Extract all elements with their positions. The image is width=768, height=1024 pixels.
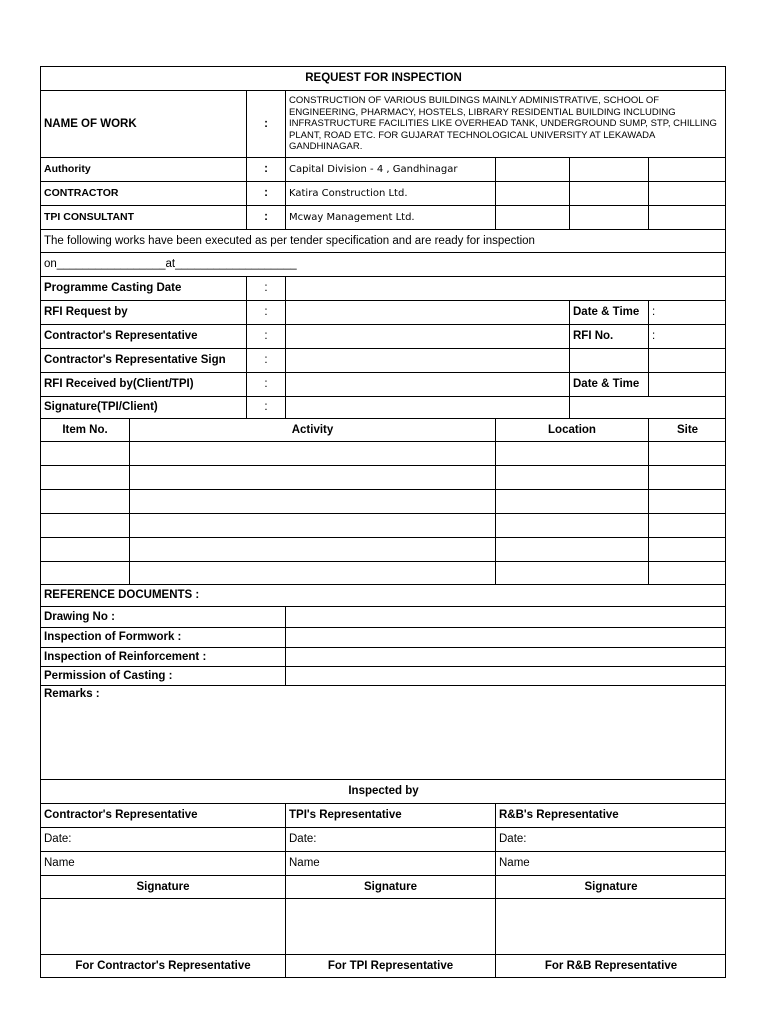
rfi-no-value[interactable]: : [649, 325, 726, 349]
name-of-work-label: NAME OF WORK [41, 91, 247, 158]
reinforcement-label: Inspection of Reinforcement : [41, 648, 286, 667]
table-cell[interactable] [496, 490, 649, 514]
form-title: REQUEST FOR INSPECTION [41, 67, 726, 91]
rfi-no-label: RFI No. [570, 325, 649, 349]
formwork-label: Inspection of Formwork : [41, 628, 286, 648]
contractor-rep-sign-blank [570, 349, 649, 373]
reinforcement-value[interactable] [286, 648, 726, 667]
drawing-no-label: Drawing No : [41, 607, 286, 628]
name-of-work-colon: : [247, 91, 286, 158]
contractor-signature-box[interactable] [41, 899, 286, 955]
table-cell[interactable] [130, 538, 496, 562]
table-header-activity: Activity [130, 419, 496, 442]
for-tpi-rep: For TPI Representative [286, 955, 496, 977]
rb-date[interactable]: Date: [496, 828, 726, 852]
table-cell[interactable] [130, 442, 496, 466]
on-at-line: on_________________at___________________ [41, 253, 726, 277]
signature-tpi-client-value[interactable] [286, 397, 570, 419]
inspection-request-form [40, 66, 726, 978]
table-cell[interactable] [649, 562, 726, 585]
signature-tpi-client-label: Signature(TPI/Client) [41, 397, 247, 419]
table-cell[interactable] [496, 442, 649, 466]
statement-text: The following works have been executed as per tender specification and are ready for inspection [41, 230, 726, 253]
name-of-work-value: CONSTRUCTION OF VARIOUS BUILDINGS MAINLY ADMINISTRATIVE, SCHOOL OF ENGINEERING, PHARMACY, HOSTELS, LIBRARY RESIDENTIAL BUILDING INCLUDING INFRASTRUCTURE FACILITIES LIKE OVERHEAD TANK, UNDERGROUND SUMP, STP, CHILLING PLANT, ROAD ETC. FOR GUJARAT TECHNOLOGICAL UNIVERSITY AT LEKAWADA GANDHINAGAR. [286, 91, 726, 158]
inspected-tpi-rep: TPI's Representative [286, 804, 496, 828]
signature-tpi-client-blank [570, 397, 726, 419]
contractor-rep-sign-label: Contractor's Representative Sign [41, 349, 247, 373]
contractor-rep-value[interactable] [286, 325, 570, 349]
table-header-site: Site [649, 419, 726, 442]
authority-blank-2 [570, 158, 649, 182]
date-time-value-2[interactable] [649, 373, 726, 397]
authority-value: Capital Division - 4 , Gandhinagar [286, 158, 496, 182]
authority-label: Authority [41, 158, 247, 182]
tpi-signature-box[interactable] [286, 899, 496, 955]
tpi-consultant-label: TPI CONSULTANT [41, 206, 247, 230]
formwork-value[interactable] [286, 628, 726, 648]
contractor-blank-2 [570, 182, 649, 206]
table-cell[interactable] [496, 538, 649, 562]
contractor-date[interactable]: Date: [41, 828, 286, 852]
rb-name[interactable]: Name [496, 852, 726, 876]
contractor-colon: : [247, 182, 286, 206]
for-contractor-rep: For Contractor's Representative [41, 955, 286, 977]
contractor-signature-label: Signature [41, 876, 286, 899]
rfi-request-by-value[interactable] [286, 301, 570, 325]
authority-colon: : [247, 158, 286, 182]
contractor-rep-label: Contractor's Representative [41, 325, 247, 349]
inspected-rb-rep: R&B's Representative [496, 804, 726, 828]
contractor-blank-1 [496, 182, 570, 206]
table-cell[interactable] [41, 538, 130, 562]
rfi-received-by-colon: : [247, 373, 286, 397]
rb-signature-box[interactable] [496, 899, 726, 955]
contractor-value: Katira Construction Ltd. [286, 182, 496, 206]
remarks-box[interactable]: Remarks : [41, 686, 726, 780]
table-cell[interactable] [41, 562, 130, 585]
rfi-received-by-value[interactable] [286, 373, 570, 397]
tpi-consultant-value: Mcway Management Ltd. [286, 206, 496, 230]
table-cell[interactable] [649, 466, 726, 490]
contractor-rep-colon: : [247, 325, 286, 349]
signature-tpi-client-colon: : [247, 397, 286, 419]
table-cell[interactable] [41, 466, 130, 490]
table-cell[interactable] [41, 442, 130, 466]
table-cell[interactable] [649, 442, 726, 466]
authority-blank-1 [496, 158, 570, 182]
rfi-received-by-label: RFI Received by(Client/TPI) [41, 373, 247, 397]
table-cell[interactable] [496, 562, 649, 585]
tpi-blank-1 [496, 206, 570, 230]
table-cell[interactable] [649, 538, 726, 562]
programme-casting-date-value[interactable] [286, 277, 726, 301]
table-cell[interactable] [130, 562, 496, 585]
tpi-name[interactable]: Name [286, 852, 496, 876]
rfi-request-by-colon: : [247, 301, 286, 325]
rfi-request-by-label: RFI Request by [41, 301, 247, 325]
for-rb-rep: For R&B Representative [544, 959, 678, 972]
contractor-rep-sign-blank-2 [649, 349, 726, 373]
table-cell[interactable] [130, 466, 496, 490]
tpi-blank-3 [649, 206, 726, 230]
table-header-item-no: Item No. [41, 419, 130, 442]
casting-value[interactable] [286, 667, 726, 686]
date-time-label-2: Date & Time [570, 373, 649, 397]
reference-documents-heading: REFERENCE DOCUMENTS : [41, 585, 726, 607]
rb-signature-label: Signature [496, 876, 726, 899]
table-cell[interactable] [496, 466, 649, 490]
table-header-location: Location [496, 419, 649, 442]
authority-blank-3 [649, 158, 726, 182]
date-time-label-1: Date & Time [570, 301, 649, 325]
inspected-contractor-rep: Contractor's Representative [41, 804, 286, 828]
table-cell[interactable] [649, 514, 726, 538]
table-cell[interactable] [41, 514, 130, 538]
tpi-signature-label: Signature [286, 876, 496, 899]
date-time-value-1[interactable]: : [649, 301, 726, 325]
programme-casting-date-colon: : [247, 277, 286, 301]
table-cell[interactable] [130, 514, 496, 538]
table-cell[interactable] [41, 490, 130, 514]
programme-casting-date-label: Programme Casting Date [41, 277, 247, 301]
contractor-name[interactable]: Name [41, 852, 286, 876]
contractor-rep-sign-value[interactable] [286, 349, 570, 373]
tpi-date[interactable]: Date: [286, 828, 496, 852]
inspected-by-heading: Inspected by [41, 780, 726, 804]
table-cell[interactable] [496, 514, 649, 538]
casting-label: Permission of Casting : [41, 667, 286, 686]
table-cell[interactable] [130, 490, 496, 514]
tpi-consultant-colon: : [247, 206, 286, 230]
drawing-no-value[interactable] [286, 607, 726, 628]
contractor-label: CONTRACTOR [41, 182, 247, 206]
contractor-rep-sign-colon: : [247, 349, 286, 373]
tpi-blank-2 [570, 206, 649, 230]
table-cell[interactable] [649, 490, 726, 514]
contractor-blank-3 [649, 182, 726, 206]
